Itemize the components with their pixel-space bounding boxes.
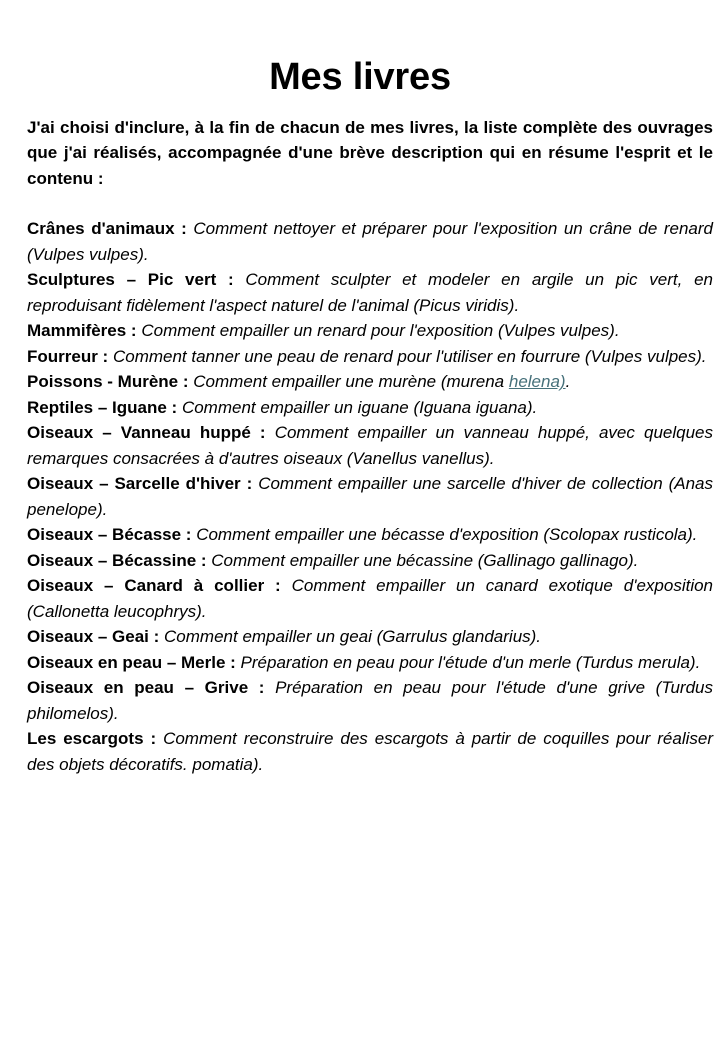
book-entry-label: Oiseaux – Geai : (27, 627, 160, 647)
book-entry (27, 420, 713, 471)
species-hyperlink[interactable]: helena) (508, 372, 566, 392)
book-entry-label: Oiseaux – Canard à collier : (27, 576, 281, 596)
book-entry (27, 675, 713, 726)
book-entry-description: Comment empailler un renard pour l'exposition (Vulpes vulpes). (141, 321, 620, 341)
book-entry-label: Fourreur : (27, 346, 109, 366)
book-entry (27, 624, 713, 650)
book-entry-label: Sculptures – Pic vert : (27, 270, 234, 290)
intro-paragraph: J'ai choisi d'inclure, à la fin de chacun de mes livres, la liste complète des ouvrages que j'ai réalisés, accompagnée d'une brève description qui en résume l'esprit et le contenu : (27, 117, 713, 188)
book-entry-description: Comment empailler un geai (Garrulus glandarius). (164, 627, 542, 647)
book-entry-description: Comment empailler une murène (murena (193, 372, 509, 392)
book-entry-label: Les escargots : (27, 729, 157, 749)
book-entry (27, 267, 713, 318)
book-entry (27, 344, 713, 370)
document-content (0, 98, 720, 778)
book-entry (27, 395, 713, 421)
book-entry-label: Oiseaux – Vanneau huppé : (27, 423, 266, 443)
book-entry-description: Comment empailler un canard exotique d'exposition (Callonetta leucophrys). (27, 576, 714, 621)
book-entry-label: Crânes d'animaux : (27, 219, 187, 239)
book-entry-label: Oiseaux – Bécasse : (27, 525, 192, 545)
book-entry-description: Comment empailler une bécassine (Gallinago gallinago). (211, 550, 639, 570)
book-entry-label: Oiseaux – Bécassine : (27, 550, 207, 570)
book-entry-description: Préparation en peau pour l'étude d'un merle (Turdus merula). (240, 652, 701, 672)
book-entry-description: Comment tanner une peau de renard pour l'utiliser en fourrure (Vulpes vulpes). (112, 346, 707, 366)
book-entry-description-tail: . (565, 372, 571, 392)
page-title: Mes livres (269, 56, 451, 98)
book-entry (27, 369, 713, 395)
book-entry-label: Oiseaux – Sarcelle d'hiver : (27, 474, 253, 494)
book-entry-description: Comment empailler une bécasse d'exposition (Scolopax rusticola). (196, 525, 698, 545)
book-entry (27, 573, 713, 624)
book-entry (27, 471, 713, 522)
book-entry (27, 548, 713, 574)
book-entry (27, 726, 713, 777)
book-entry-label: Reptiles – Iguane : (27, 397, 178, 417)
book-entry-description: Comment empailler une sarcelle d'hiver de collection (Anas penelope). (27, 474, 713, 519)
book-entry-description: Comment reconstruire des escargots à partir de coquilles pour réaliser des objets décoratifs. pomatia). (27, 729, 713, 774)
book-entry-description: Comment empailler un iguane (Iguana iguana). (181, 397, 538, 417)
book-entry (27, 522, 713, 548)
book-entry-description: Préparation en peau pour l'étude d'une grive (Turdus philomelos). (27, 678, 713, 723)
book-entry (27, 216, 713, 267)
book-entry (27, 650, 713, 676)
book-entry-description: Comment nettoyer et préparer pour l'exposition un crâne de renard (Vulpes vulpes). (27, 219, 713, 264)
book-entry-description: Comment empailler un vanneau huppé, avec quelques remarques consacrées à d'autres oiseaux (Vanellus vanellus). (27, 423, 713, 468)
book-entry-list (27, 191, 713, 777)
book-entry-label: Poissons - Murène : (27, 372, 189, 392)
book-entry-description: Comment sculpter et modeler en argile un pic vert, en reproduisant fidèlement l'aspect naturel de l'animal (Picus viridis). (27, 270, 713, 315)
book-entry-label: Oiseaux en peau – Merle : (27, 652, 236, 672)
book-entry (27, 318, 713, 344)
book-entry-label: Mammifères : (27, 321, 137, 341)
book-entry-label: Oiseaux en peau – Grive : (27, 678, 265, 698)
